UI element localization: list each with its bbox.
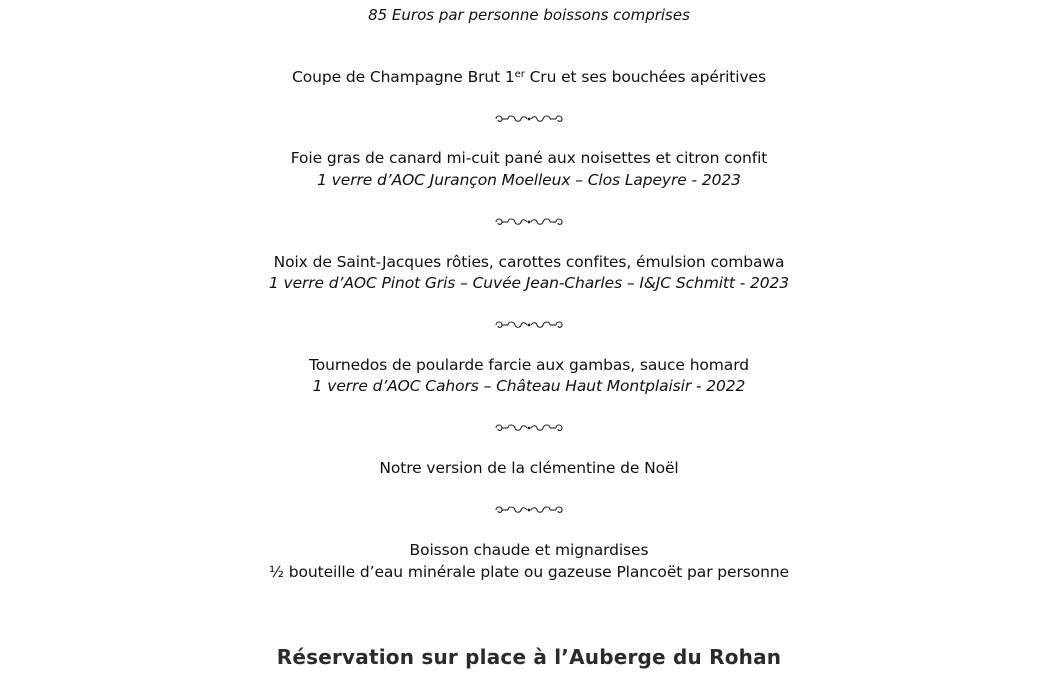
flourish-divider-svg (494, 318, 564, 332)
flourish-stroke (496, 219, 502, 224)
course-2-dish: Foie gras de canard mi-cuit pané aux noisettes et citron confit (290, 149, 768, 167)
flourish-stroke (508, 219, 527, 224)
course-6-dish: Boisson chaude et mignardises (409, 541, 649, 559)
flourish-stroke (508, 322, 527, 327)
flourish-stroke (496, 322, 502, 327)
course-4-wine: 1 verre d’AOC Cahors – Château Haut Montplaisir - 2022 (312, 377, 746, 395)
flourish-stroke (508, 425, 527, 430)
flourish-stroke (531, 219, 550, 224)
course-3-wine: 1 verre d’AOC Pinot Gris – Cuvée Jean-Charles – I&JC Schmitt - 2023 (268, 274, 790, 292)
flourish-divider-icon (0, 417, 1058, 439)
flourish-divider-svg (494, 503, 564, 517)
flourish-stroke (496, 116, 502, 121)
price-line: 85 Euros par personne boissons comprises (368, 6, 690, 24)
course-1-dish-text-a: Coupe de Champagne Brut 1 (292, 68, 515, 86)
course-1-dish-sup: er (514, 69, 525, 80)
flourish-center-dot (528, 221, 531, 224)
flourish-stroke (496, 507, 502, 512)
flourish-stroke (556, 116, 562, 121)
flourish-stroke (531, 322, 550, 327)
reservation-line: Réservation sur place à l’Auberge du Rohan (276, 645, 782, 669)
flourish-stroke (556, 219, 562, 224)
flourish-divider-svg (494, 421, 564, 435)
course-1-dish-text-b: Cru et ses bouchées apéritives (524, 68, 766, 86)
flourish-divider-svg (494, 215, 564, 229)
flourish-center-dot (528, 118, 531, 121)
flourish-stroke (508, 507, 527, 512)
flourish-center-dot (528, 427, 531, 430)
flourish-stroke (496, 425, 502, 430)
course-5-dish: Notre version de la clémentine de Noël (379, 459, 679, 477)
course-3-dish: Noix de Saint-Jacques rôties, carottes confites, émulsion combawa (273, 253, 785, 271)
course-2-wine: 1 verre d’AOC Jurançon Moelleux – Clos Lapeyre - 2023 (317, 171, 741, 189)
course-6-note: ½ bouteille d’eau minérale plate ou gazeuse Plancoët par personne (269, 563, 789, 581)
course-4-dish: Tournedos de poularde farcie aux gambas, sauce homard (309, 356, 749, 374)
flourish-divider-icon (0, 314, 1058, 336)
flourish-center-dot (528, 324, 531, 327)
flourish-stroke (531, 116, 550, 121)
flourish-stroke (508, 116, 527, 121)
flourish-center-dot (528, 509, 531, 512)
course-1-dish (0, 66, 1058, 88)
flourish-divider-icon (0, 211, 1058, 233)
flourish-divider-svg (494, 112, 564, 126)
flourish-stroke (556, 425, 562, 430)
flourish-divider-icon (0, 499, 1058, 521)
flourish-stroke (531, 425, 550, 430)
flourish-divider-icon (0, 108, 1058, 130)
flourish-stroke (556, 322, 562, 327)
flourish-stroke (556, 507, 562, 512)
flourish-stroke (531, 507, 550, 512)
